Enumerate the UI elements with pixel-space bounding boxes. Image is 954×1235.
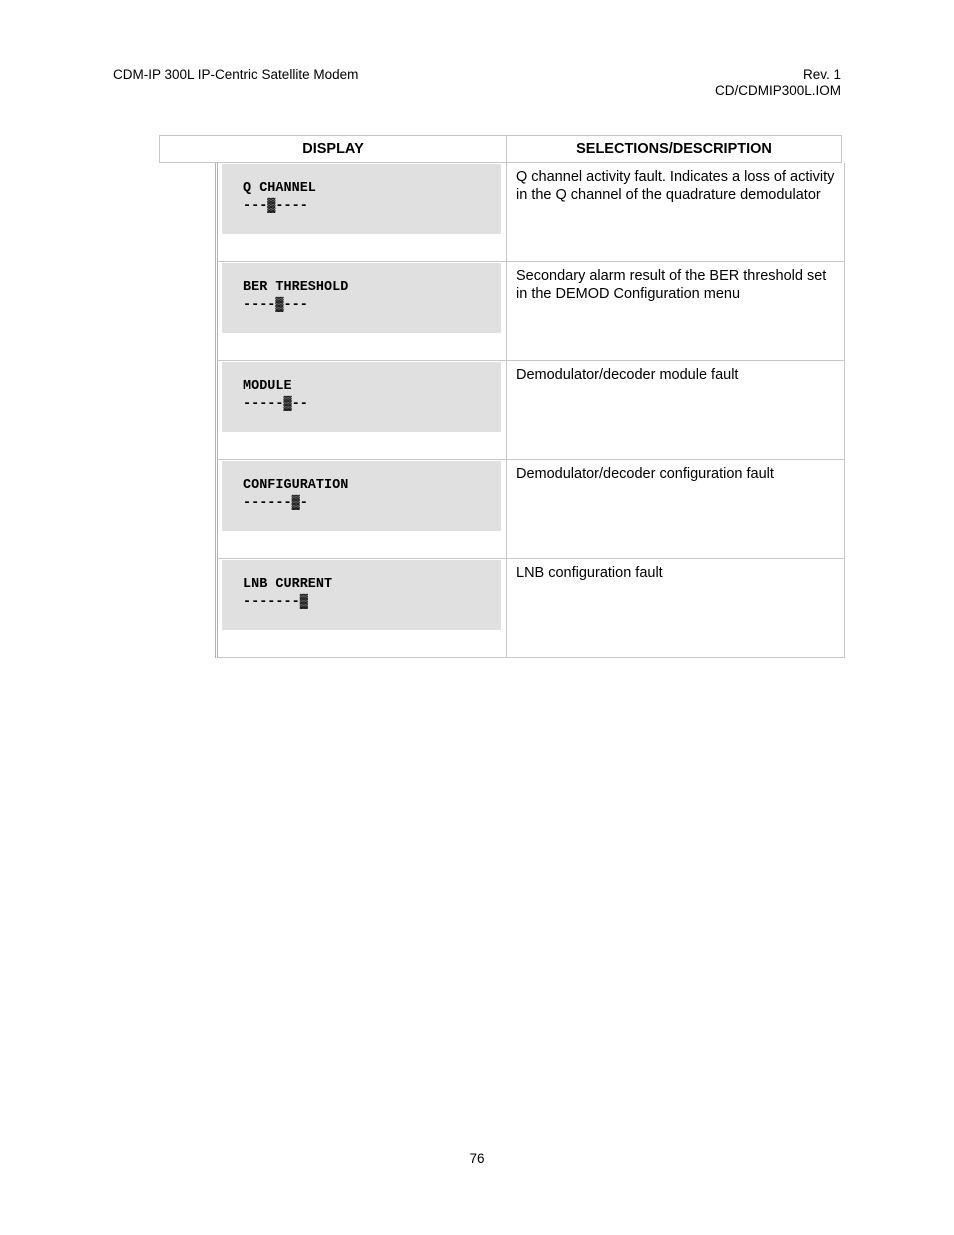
lcd-line-2: ----▓--- [243, 298, 308, 313]
description-cell: Demodulator/decoder configuration fault [516, 466, 774, 482]
table-row [218, 163, 845, 262]
cell-border [844, 262, 845, 360]
lcd-line-1: LNB CURRENT [243, 577, 333, 592]
alarm-table [159, 135, 842, 658]
lcd-screen [222, 560, 501, 630]
lcd-screen [222, 263, 501, 333]
table-row [218, 460, 845, 559]
table-row [218, 361, 845, 460]
lcd-line-2: ------▓- [243, 496, 308, 511]
lcd-line-1: Q CHANNEL [243, 181, 316, 196]
cell-border [844, 163, 845, 261]
lcd-line-2: ---▓---- [243, 199, 308, 214]
cell-border [844, 361, 845, 459]
table-body [215, 163, 845, 658]
description-cell: LNB configuration fault [516, 565, 663, 581]
document-id: CD/CDMIP300L.IOM [714, 83, 841, 98]
description-cell: Demodulator/decoder module fault [516, 367, 739, 383]
description-cell: Q channel activity fault. Indicates a loss of activity in the Q channel of the quadrature demodulator [516, 169, 835, 203]
column-header-description: SELECTIONS/DESCRIPTION [576, 141, 772, 157]
display-cell [218, 361, 507, 459]
document-header-revision [715, 67, 841, 99]
lcd-screen [222, 164, 501, 234]
lcd-line-1: CONFIGURATION [243, 478, 349, 493]
display-cell [218, 559, 507, 657]
revision-label: Rev. 1 [802, 67, 841, 82]
lcd-screen [222, 461, 501, 531]
table-row [218, 559, 845, 658]
cell-border [844, 559, 845, 657]
table-row [218, 262, 845, 361]
column-header-display: DISPLAY [302, 141, 364, 157]
lcd-line-1: BER THRESHOLD [243, 280, 349, 295]
page-number: 76 [469, 1151, 485, 1166]
document-header-title: CDM-IP 300L IP-Centric Satellite Modem [113, 67, 359, 82]
table-header-row [159, 135, 842, 163]
display-cell [218, 460, 507, 558]
lcd-line-2: -------▓ [243, 595, 308, 610]
description-cell: Secondary alarm result of the BER threshold set in the DEMOD Configuration menu [516, 268, 827, 302]
cell-border [844, 460, 845, 558]
lcd-line-2: -----▓-- [243, 397, 308, 412]
display-cell [218, 163, 507, 261]
lcd-line-1: MODULE [243, 379, 292, 394]
lcd-screen [222, 362, 501, 432]
display-cell [218, 262, 507, 360]
